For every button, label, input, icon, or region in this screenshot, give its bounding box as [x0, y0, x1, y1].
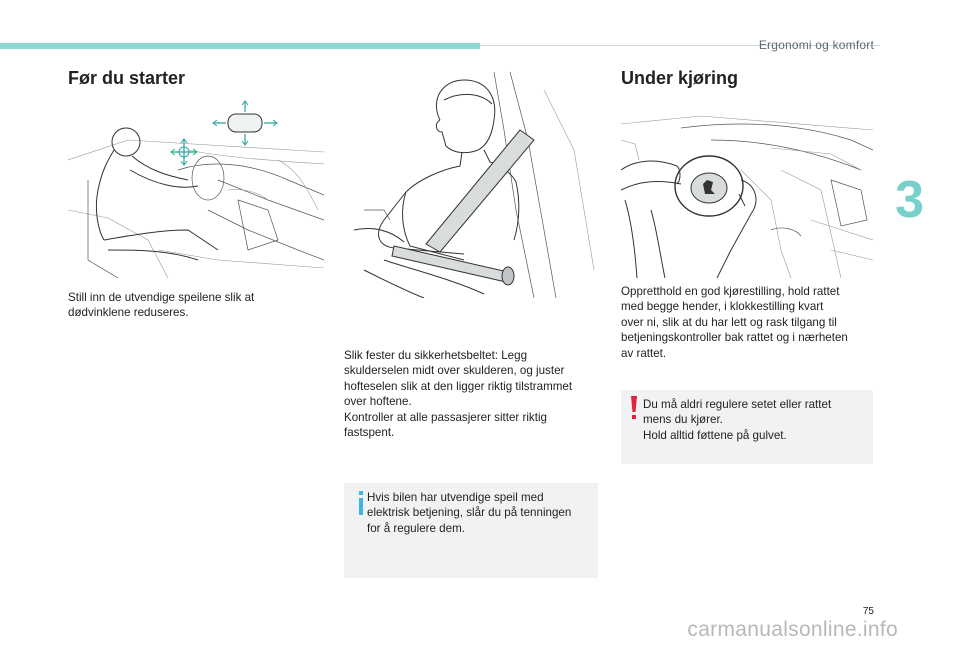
page-number: 75 — [862, 606, 874, 617]
driving-position-illustration — [621, 110, 873, 278]
chapter-number: 3 — [895, 171, 924, 229]
chapter-accent-bar — [0, 43, 480, 49]
text-line: betjeningskontroller bak rattet og i nærheten — [621, 331, 848, 345]
text-line: for å regulere dem. — [367, 521, 465, 535]
seatbelt-illustration — [344, 70, 598, 298]
text-line: over hoftene. — [344, 395, 412, 409]
text-line: mens du kjører. — [643, 413, 723, 427]
text-line: Oppretthold en god kjørestilling, hold rattet — [621, 285, 840, 298]
text-line: elektrisk betjening, slår du på tenningen — [367, 506, 572, 520]
text-line: skulderselen midt over skulderen, og juster — [344, 364, 565, 378]
text-line: Du må aldri regulere setet eller rattet — [643, 398, 832, 411]
text-line: over ni, slik at du har lett og rask tilgang til — [621, 315, 837, 329]
text-line: med begge hender, i klokkestilling kvart — [621, 300, 824, 314]
mirror-adjust-illustration — [68, 100, 324, 278]
text-line: Kontroller at alle passasjerer sitter riktig — [344, 410, 547, 424]
text-line: hofteselen slik at den ligger riktig tilstrammet — [344, 379, 573, 393]
info-text — [367, 490, 593, 536]
text-line: fastspent. — [344, 426, 395, 440]
watermark[interactable]: carmanualsonline.info — [687, 618, 898, 641]
section-heading-while-driving: Under kjøring — [621, 68, 739, 88]
warning-icon — [629, 396, 641, 420]
warning-box — [621, 390, 873, 464]
text-line: Slik fester du sikkerhetsbeltet: Legg — [344, 349, 528, 362]
chapter-title: Ergonomi og komfort — [758, 38, 874, 52]
seatbelt-instruction-text — [344, 348, 604, 440]
driving-instruction-text — [621, 284, 877, 361]
text-line: Hvis bilen har utvendige speil med — [367, 491, 544, 504]
section-heading-before-start: Før du starter — [68, 68, 186, 88]
text-line: Hold alltid føttene på gulvet. — [643, 428, 787, 442]
mirror-instruction-text: Still inn de utvendige speilene slik at dødvinklene reduseres. — [68, 291, 255, 320]
warning-text — [643, 397, 869, 443]
info-box — [344, 483, 598, 578]
text-line: av rattet. — [621, 346, 667, 360]
